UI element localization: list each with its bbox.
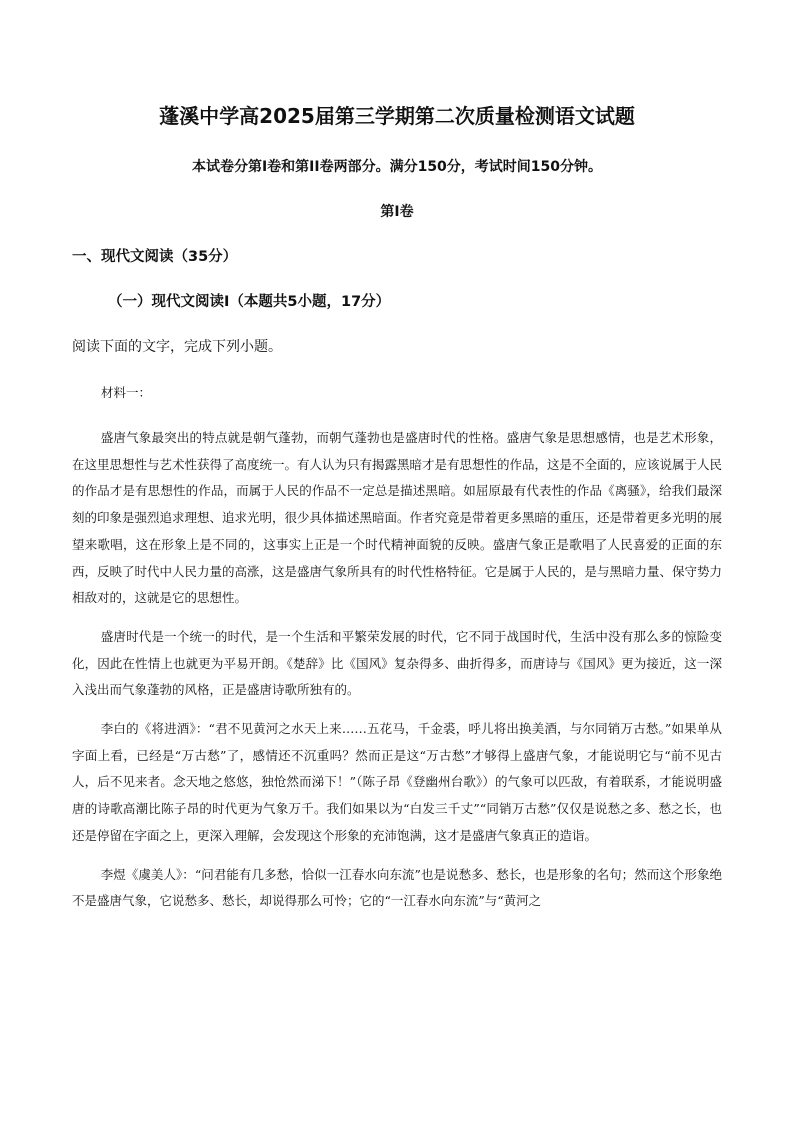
passage-paragraph: 盛唐气象最突出的特点就是朝气蓬勃，而朝气蓬勃也是盛唐时代的性格。盛唐气象是思想感情，也是艺术形象，在这里思想性与艺术性获得了高度统一。有人认为只有揭露黑暗才是有思想性的作品，这是不全面的，应该说属于人民的作品才是有思想性的作品，而属于人民的作品不一定总是描述黑暗。如屈原最有代表性的作品《离骚》，给我们最深刻的印象是强烈追求理想、追求光明，很少具体描述黑暗面。作者究竟是带着更多黑暗的重压，还是带着更多光明的展望来歌唱，这在形象上是不同的，这事实上正是一个时代精神面貌的反映。盛唐气象正是歌唱了人民喜爱的正面的东西，反映了时代中人民力量的高涨，这是盛唐气象所具有的时代性格特征。它是属于人民的，是与黑暗力量、保守势力相敌对的，这就是它的思想性。: [72, 430, 723, 606]
passage-paragraph: 盛唐时代是一个统一的时代，是一个生活和平繁荣发展的时代，它不同于战国时代，生活中没有那么多的惊险变化，因此在性情上也就更为平易开朗。《楚辞》比《国风》复杂得多、曲折得多，而唐诗与《国风》更为接近，这一深入浅出而气象蓬勃的风格，正是盛唐诗歌所独有的。: [72, 628, 722, 698]
page-title: 蓬溪中学高2025届第三学期第二次质量检测语文试题: [159, 104, 635, 128]
reading-instruction: 阅读下面的文字，完成下列小题。: [72, 339, 282, 355]
subsection-heading: （一）现代文阅读I（本题共5小题，17分）: [108, 294, 391, 310]
material-label: 材料一：: [101, 385, 152, 400]
passage-paragraph: 李煜《虞美人》：“问君能有几多愁，恰似一江春水向东流”也是说愁多、愁长，也是形象的名句；然而这个形象绝不是盛唐气象，它说愁多、愁长，却说得那么可怜；它的“一江春水向东流”与“黄河之: [72, 866, 722, 909]
passage-paragraph: 李白的《将进酒》：“君不见黄河之水天上来……五花马，千金裘，呼儿将出换美酒，与尔同销万古愁。”如果单从字面上看，已经是“万古愁”了，感情还不沉重吗？然而正是这“万古愁”才够得上盛唐气象，才能说明它与“前不见古人，后不见来者。念天地之悠悠，独怆然而涕下！”（陈子昂《登幽州台歌》）的气象可以匹敌，有着联系，才能说明盛唐的诗歌高潮比陈子昂的时代更为气象万千。我们如果以为“白发三千丈”“同销万古愁”仅仅是说愁之多、愁之长，也还是停留在字面之上，更深入理解，会发现这个形象的充沛饱满，这才是盛唐气象真正的造诣。: [72, 721, 722, 843]
passage-body: [72, 425, 722, 927]
volume-heading: 第I卷: [380, 204, 414, 220]
section-heading: 一、现代文阅读（35分）: [72, 249, 238, 265]
exam-subtitle: 本试卷分第I卷和第II卷两部分。满分150分，考试时间150分钟。: [191, 159, 603, 175]
